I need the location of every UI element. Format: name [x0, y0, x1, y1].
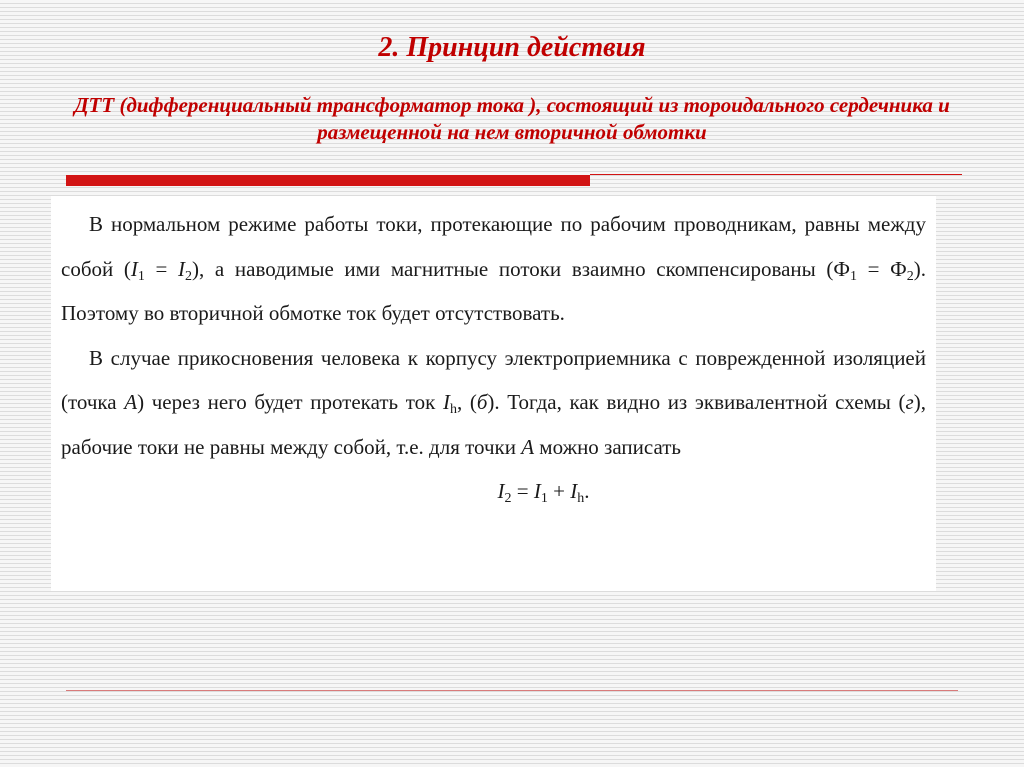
- text-segment: Ф: [890, 256, 907, 281]
- subscript: 2: [504, 491, 512, 506]
- text-segment: ). Тогда, как видно из эквивалентной схемы (: [487, 390, 906, 414]
- text-segment: В нормальном режиме работы токи, протекающие по рабочим проводникам, равны между собой (: [61, 212, 926, 281]
- paragraph-normal-mode: [61, 202, 926, 336]
- slide-subtitle: ДТТ (дифференциальный трансформатор тока ), состоящий из тороидального сердечника и размещенной на нем вторичной обмотки: [74, 93, 950, 144]
- content-box: [51, 196, 936, 591]
- text-segment: ), рабочие токи не равны между собой, т.е. для точки: [61, 390, 926, 459]
- subscript: 2: [906, 268, 914, 284]
- text-segment: ) через него будет протекать ток: [137, 390, 443, 414]
- text-segment: ). Поэтому во вторичной обмотке ток будет отсутствовать.: [61, 256, 926, 325]
- text-segment: можно записать: [534, 434, 681, 459]
- formula-segment: =: [511, 479, 534, 503]
- text-segment: , (: [456, 390, 477, 414]
- subscript: 2: [185, 268, 193, 284]
- subscript: h: [577, 491, 585, 506]
- var-i: I: [497, 479, 505, 503]
- var-i: I: [533, 479, 541, 503]
- paragraph-contact-case: [61, 336, 926, 470]
- point-a: А: [124, 390, 138, 414]
- figure-ref-b: б: [476, 390, 488, 414]
- subscript: h: [449, 402, 457, 417]
- formula-segment: +: [547, 479, 571, 503]
- divider-line: [590, 174, 962, 175]
- var-i: I: [570, 479, 578, 503]
- slide-title: 2. Принцип действия: [378, 32, 646, 63]
- text-segment: =: [857, 256, 891, 281]
- text-segment: ), а наводимые ими магнитные потоки взаимно скомпенсированы (Ф: [192, 256, 851, 281]
- figure-ref-g: г: [905, 390, 914, 414]
- subscript: 1: [850, 268, 858, 284]
- subscript: 1: [540, 491, 548, 506]
- divider-bar: [66, 175, 590, 186]
- bottom-rule: [66, 690, 958, 691]
- formula-segment: .: [584, 479, 590, 503]
- formula: [61, 469, 926, 514]
- point-a: А: [521, 434, 535, 459]
- text-segment: =: [144, 256, 179, 281]
- var-i: I: [178, 256, 186, 281]
- var-i: I: [130, 256, 138, 281]
- text-segment: В случае прикосновения человека к корпусу электроприемника с поврежденной изоляцией (точка: [61, 345, 926, 414]
- subscript: 1: [137, 268, 145, 284]
- var-i: I: [442, 390, 450, 414]
